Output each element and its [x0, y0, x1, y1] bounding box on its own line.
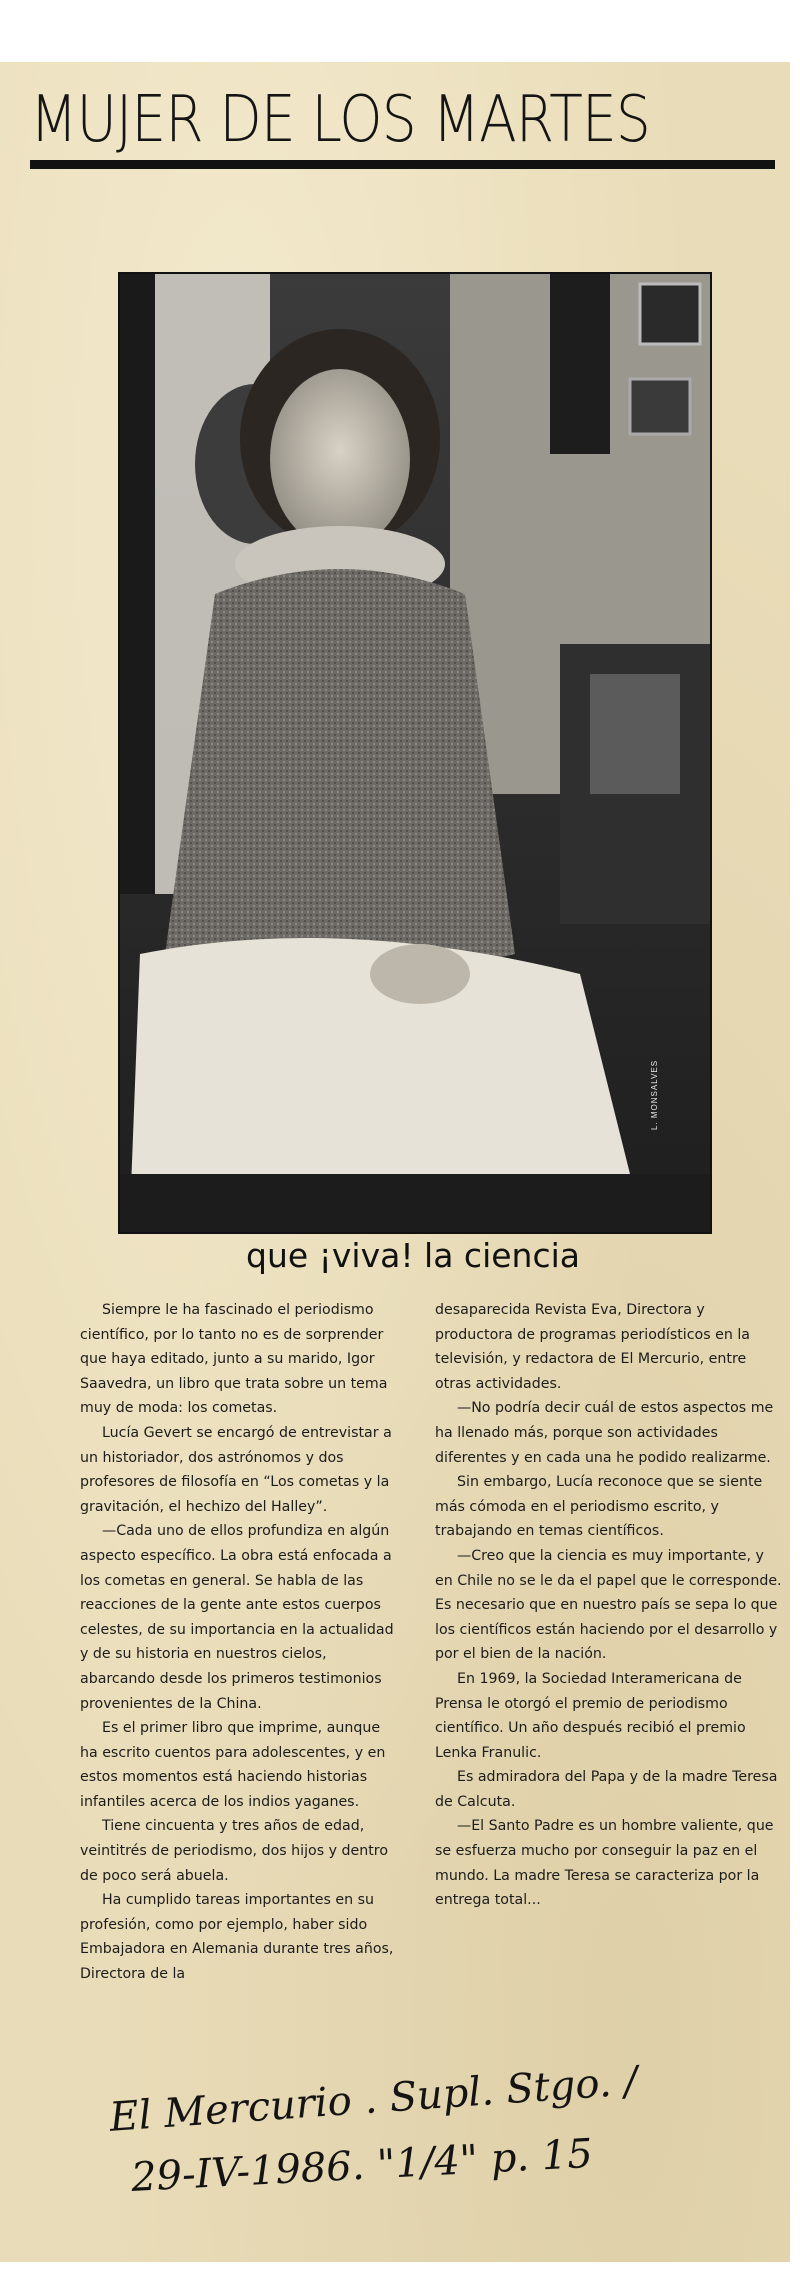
- annotation-date: 29-IV-1986. "1/4" p. 15: [130, 2130, 594, 2201]
- paragraph: Sin embargo, Lucía reconoce que se siente más cómoda en el periodismo escrito, y trabajando en temas científicos.: [435, 1474, 763, 1540]
- paragraph: Es el primer libro que imprime, aunque ha escrito cuentos para adolescentes, y en estos momentos está haciendo historias infantiles acerca de los indios yaganes.: [80, 1720, 386, 1810]
- paragraph: —Cada uno de ellos profundiza en algún aspecto específico. La obra está enfocada a los cometas en general. Se habla de las reacciones de la gente ante estos cuerpos celestes, de su importancia en la actualidad y de su historia en nuestros cielos, abarcando desde los primeros testimonios provenientes de la China.: [80, 1523, 394, 1712]
- annotation-source: El Mercurio . Supl. Stgo. /: [108, 2058, 640, 2141]
- article-column-left: [80, 1298, 402, 1987]
- paragraph: En 1969, la Sociedad Interamericana de Prensa le otorgó el premio de periodismo científico. Un año después recibió el premio Lenka Franulic.: [435, 1670, 746, 1761]
- article-headline: que ¡viva! la ciencia: [246, 1236, 580, 1275]
- header-rule: [30, 160, 775, 169]
- paragraph: Es admiradora del Papa y de la madre Teresa de Calcuta.: [435, 1769, 778, 1810]
- handwritten-annotation: [100, 2058, 740, 2245]
- paragraph: —No podría decir cuál de estos aspectos me ha llenado más, porque son actividades diferentes y en cada una he podido realizarme.: [435, 1400, 774, 1466]
- article-column-right: [435, 1298, 783, 1913]
- paragraph: —El Santo Padre es un hombre valiente, que se esfuerza mucho por conseguir la paz en el mundo. La madre Teresa se caracteriza por la entrega total...: [435, 1818, 774, 1909]
- paragraph: Lucía Gevert se encargó de entrevistar a un historiador, dos astrónomos y dos profesores de filosofía en “Los cometas y la gravitación, el hechizo del Halley”.: [80, 1424, 392, 1515]
- portrait-illustration: [120, 274, 710, 1232]
- paragraph: Tiene cincuenta y tres años de edad, veintitrés de periodismo, dos hijos y dentro de poco será abuela.: [80, 1818, 389, 1884]
- photo-credit: L. MONSALVES: [650, 1059, 659, 1130]
- portrait-photo: [118, 272, 712, 1234]
- section-title: MUJER DE LOS MARTES: [30, 83, 651, 157]
- paragraph: Ha cumplido tareas importantes en su profesión, como por ejemplo, haber sido Embajadora en Alemania durante tres años, Directora de la: [80, 1892, 394, 1983]
- paragraph: Siempre le ha fascinado el periodismo científico, por lo tanto no es de sorprender que haya editado, junto a su marido, Igor Saavedra, un libro que trata sobre un tema muy de moda: los cometas.: [80, 1302, 388, 1417]
- paragraph: desaparecida Revista Eva, Directora y productora de programas periodísticos en la televisión, y redactora de El Mercurio, entre otras actividades.: [435, 1302, 750, 1392]
- section-header: [30, 80, 775, 170]
- paragraph: —Creo que la ciencia es muy importante, y en Chile no se le da el papel que le corresponde. Es necesario que en nuestro país se sepa lo que los científicos están haciendo por el desarrollo y por el bien de la nación.: [435, 1547, 782, 1663]
